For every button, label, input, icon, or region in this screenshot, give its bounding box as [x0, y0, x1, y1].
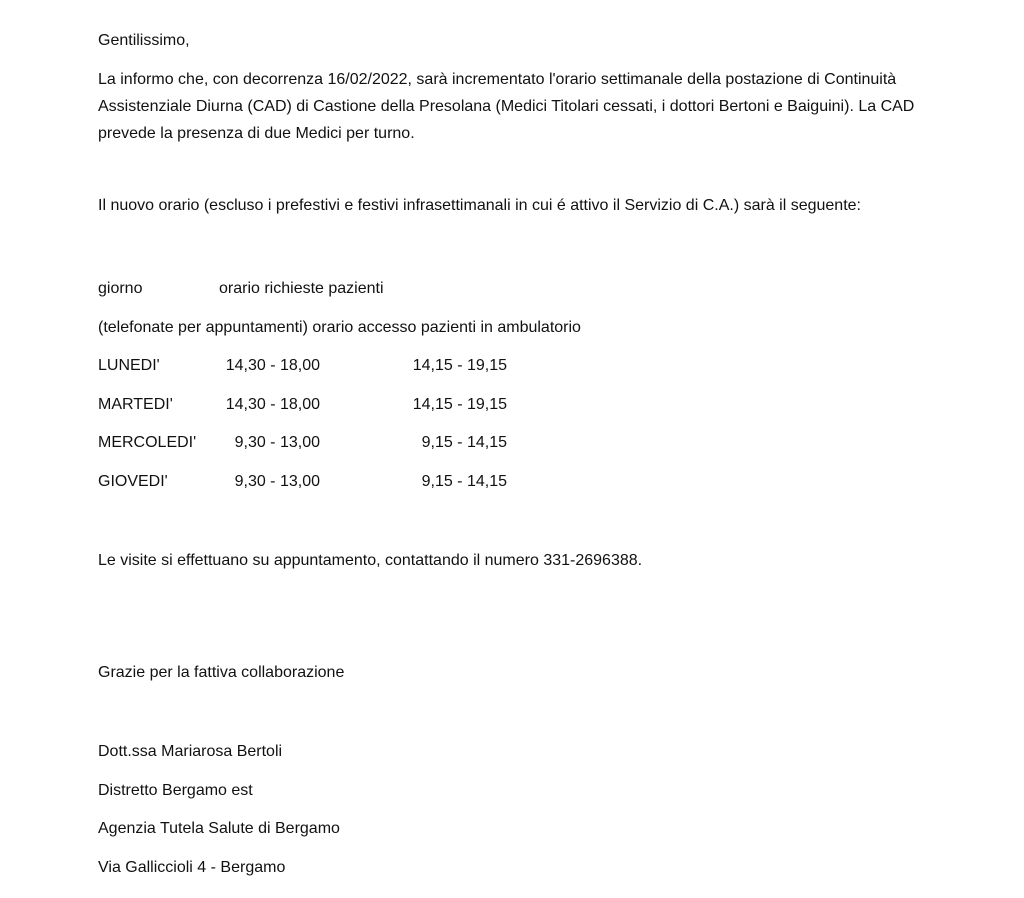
visits-paragraph: Le visite si effettuano su appuntamento, contattando il numero 331-2696388. — [98, 552, 643, 569]
schedule-header-row-2 — [98, 309, 998, 348]
schedule-day: MARTEDI' — [98, 395, 173, 413]
schedule-access-hours: 9,15 - 14,15 — [421, 472, 507, 490]
schedule-day: MERCOLEDI' — [98, 434, 197, 451]
schedule-table — [98, 270, 998, 501]
schedule-header-row — [98, 270, 998, 309]
header-phone-hours: orario richieste pazienti — [219, 280, 384, 297]
signature-agency: Agenzia Tutela Salute di Bergamo — [98, 820, 340, 837]
header-day: giorno — [98, 280, 143, 297]
signature-address: Via Galliccioli 4 - Bergamo — [98, 858, 286, 876]
schedule-access-hours: 9,15 - 14,15 — [421, 434, 507, 451]
letter-body — [98, 27, 998, 887]
signature-block — [98, 733, 998, 887]
schedule-phone-hours: 14,30 - 18,00 — [225, 395, 320, 413]
schedule-day: LUNEDI' — [98, 357, 160, 374]
schedule-row — [98, 424, 998, 463]
schedule-phone-hours: 14,30 - 18,00 — [225, 357, 320, 374]
schedule-day: GIOVEDI' — [98, 472, 168, 490]
schedule-row — [98, 463, 998, 502]
schedule-phone-hours: 9,30 - 13,00 — [234, 472, 320, 490]
schedule-row — [98, 347, 998, 386]
schedule-access-hours: 14,15 - 19,15 — [412, 357, 507, 374]
intro-paragraph: La informo che, con decorrenza 16/02/2022, sarà incrementato l'orario settimanale della postazione di Continuità Assistenziale Diurna (CAD) di Castione della Presolana (Medici Titolari cessati, i dottori Bertoni e Baiguini). La CAD prevede la presenza di due Medici per turno. — [98, 71, 915, 142]
schedule-row — [98, 386, 998, 425]
schedule-access-hours: 14,15 - 19,15 — [412, 395, 507, 413]
thanks-line: Grazie per la fattiva collaborazione — [98, 664, 345, 681]
signature-district: Distretto Bergamo est — [98, 781, 253, 799]
greeting: Gentilissimo, — [98, 32, 190, 49]
schedule-phone-hours: 9,30 - 13,00 — [234, 434, 320, 451]
new-schedule-paragraph: Il nuovo orario (escluso i prefestivi e festivi infrasettimanali in cui é attivo il Servizio di C.A.) sarà il seguente: — [98, 197, 861, 214]
header-line-2: (telefonate per appuntamenti) orario accesso pazienti in ambulatorio — [98, 318, 581, 336]
signature-name: Dott.ssa Mariarosa Bertoli — [98, 743, 283, 760]
